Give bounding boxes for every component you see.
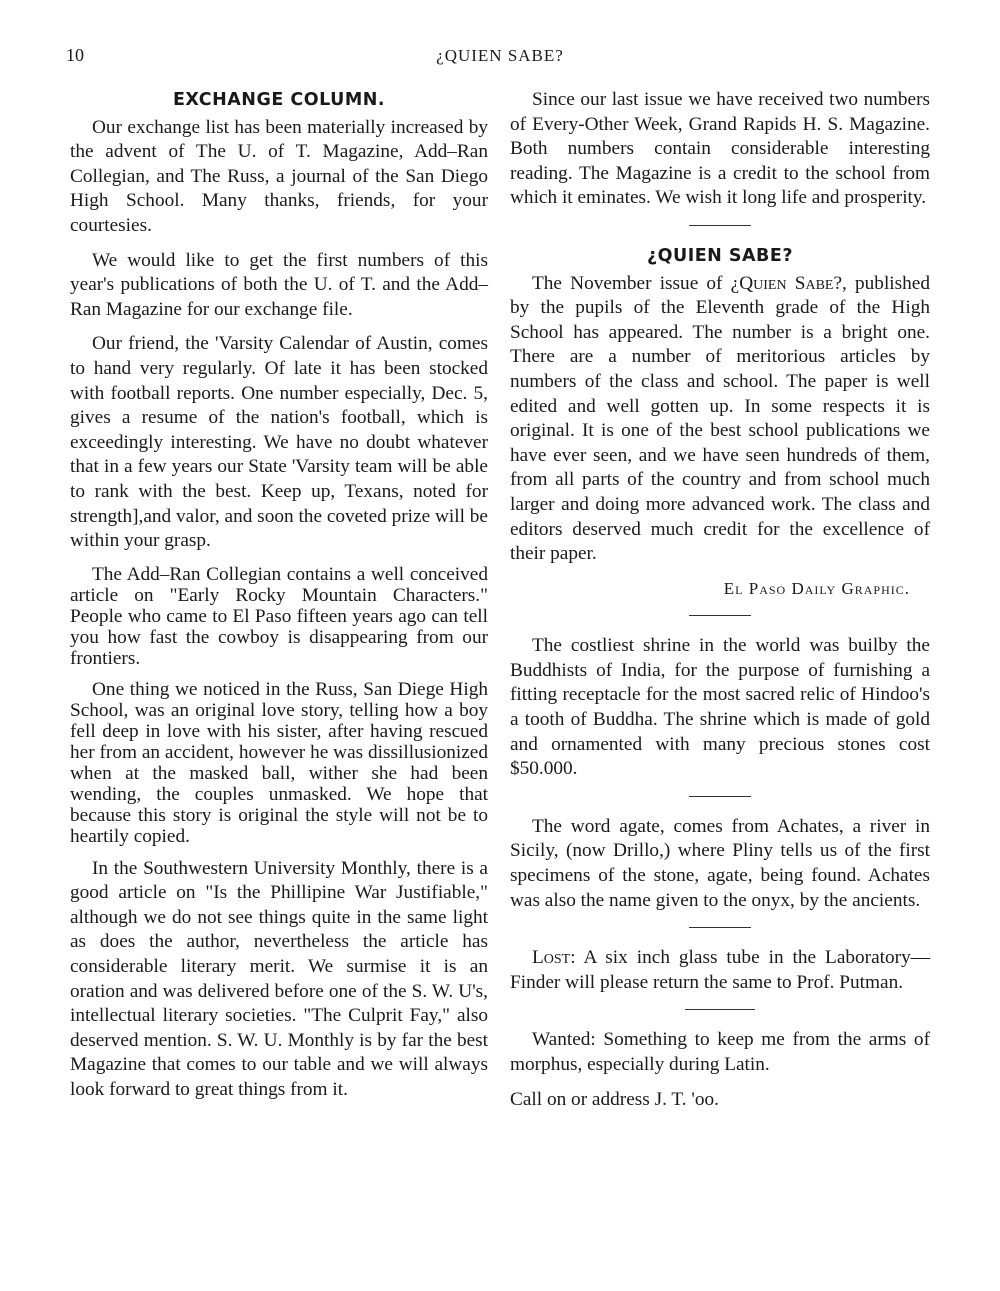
paragraph-agate: The word agate, comes from Achates, a river in Sicily, (now Drillo,) where Pliny tells us of the first specimens of the stone, agate, being found. Achates was also the name given to the onyx, by the ancients. bbox=[510, 815, 930, 911]
paragraph-quien-sabe: The November issue of ¿Quien Sabe?, published by the pupils of the Eleventh grade of the High School has appeared. The number is a bright one. There are a number of meritorious articles by numbers of the class and school. The paper is well edited and well gotten up. In some respects it is original. It is one of the best school publications we have ever seen, and we have seen hundreds of them, from all parts of the country and from school much larger and doing more advanced work. The class and editors deserved much credit for the excellence of their paper. bbox=[510, 272, 930, 565]
signature: El Paso Daily Graphic. bbox=[723, 578, 910, 598]
page-number: 10 bbox=[66, 45, 84, 65]
paragraph: We would like to get the first numbers of this year's publications of both the U. of T. and the Add–Ran Magazine for our exchange file. bbox=[70, 249, 488, 320]
paragraph-shrine: The costliest shrine in the world was builby the Buddhists of India, for the purpose of furnishing a fitting receptacle for the most sacred relic of Hindoo's a tooth of Buddha. The shrine which is made of gold and ornamented with many precious stones cost $50.000. bbox=[510, 635, 930, 780]
quien-sabe-title: ¿QUIEN SABE? bbox=[646, 245, 794, 266]
lost-notice: Lost: A six inch glass tube in the Laboratory—Finder will please return the same to Prof. Putman. bbox=[510, 947, 930, 993]
publication-name: ¿Quien Sabe? bbox=[730, 272, 843, 294]
divider-rule bbox=[689, 796, 751, 797]
right-column bbox=[510, 88, 930, 1122]
exchange-column-title: EXCHANGE COLUMN. bbox=[172, 90, 386, 110]
paragraph: Our exchange list has been materially increased by the advent of The U. of T. Magazine, Add–Ran Collegian, and The Russ, a journal of the San Diego High School. Many thanks, friends, for your courtesies. bbox=[70, 116, 488, 236]
left-column bbox=[70, 88, 488, 1113]
running-title: ¿QUIEN SABE? bbox=[436, 46, 564, 65]
wanted-contact: Call on or address J. T. 'oo. bbox=[510, 1088, 719, 1110]
lost-label: Lost: bbox=[532, 947, 576, 969]
paragraph-every-other-week: Since our last issue we have received two numbers of Every-Other Week, Grand Rapids H. S. Magazine. Both numbers contain considerable interesting reading. The Magazine is a credit to the school from which it eminates. We wish it long life and prosperity. bbox=[510, 89, 930, 209]
paragraph: In the Southwestern University Monthly, there is a good article on "Is the Phillipine War Justifiable," although we do not see things quite in the same light as does the author, nevertheless the article has considerable literary merit. We surmise it is an oration and was delivered before one of the S. W. U's, intellectual literary societies. "The Culprit Fay," also deserved mention. S. W. U. Monthly is by far the best Magazine that comes to our table and we will always look forward to great things from it. bbox=[70, 857, 488, 1101]
divider-rule bbox=[689, 927, 751, 928]
divider-rule bbox=[689, 225, 751, 226]
paragraph: The Add–Ran Collegian contains a well conceived article on "Early Rocky Mountain Characters." People who came to El Paso fifteen years ago can tell you how fast the cowboy is disappearing from our frontiers. bbox=[70, 563, 488, 669]
divider-rule bbox=[685, 1009, 755, 1010]
wanted-notice: Wanted: Something to keep me from the arms of morphus, especially during Latin. bbox=[510, 1029, 930, 1075]
divider-rule bbox=[689, 615, 751, 616]
paragraph: One thing we noticed in the Russ, San Diege High School, was an original love story, telling how a boy fell deep in love with his sister, after having rescued her from an accident, however he was dissillusionized when at the masked ball, wither she had been wending, the couples unmasked. We hope that because this story is original the style will not be to heartily copied. bbox=[70, 678, 488, 847]
paragraph: Our friend, the 'Varsity Calendar of Austin, comes to hand very regularly. Of late it has been stocked with football reports. One number especially, Dec. 5, gives a resume of the nation's football, which is exceedingly interesting. We have no doubt whatever that in a few years our State 'Varsity team will be able to rank with the best. Keep up, Texans, noted for strength],and valor, and soon the coveted prize will be within your grasp. bbox=[70, 333, 488, 552]
